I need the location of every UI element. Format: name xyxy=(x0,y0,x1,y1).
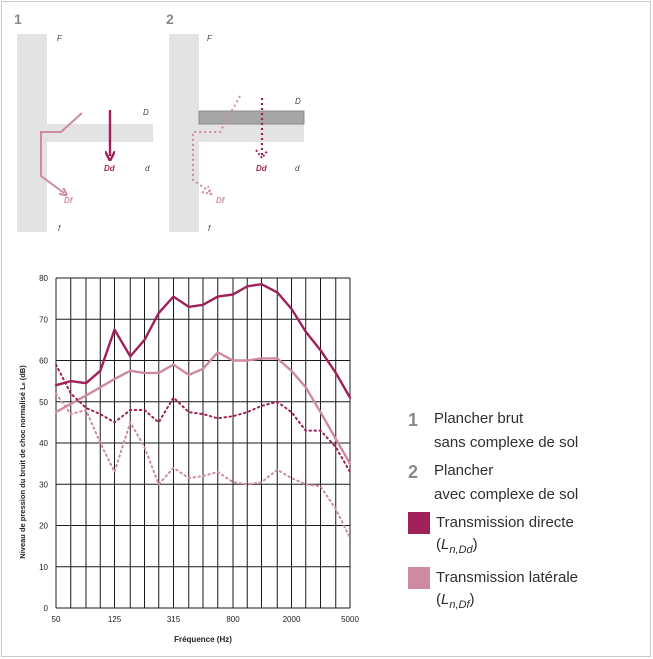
panel-2-label-F: F xyxy=(207,34,212,43)
y-tick-label: 60 xyxy=(39,356,48,366)
legend-direct xyxy=(408,512,648,534)
y-tick-label: 70 xyxy=(39,315,48,325)
legend-number-1: 1 xyxy=(408,410,419,430)
panel-2-structure xyxy=(169,34,304,232)
panel-2-number: 2 xyxy=(166,11,174,27)
transmission-diagram xyxy=(0,0,653,245)
x-tick-label: 50 xyxy=(51,615,61,624)
y-tick-label: 40 xyxy=(39,439,48,448)
y-tick-label: 50 xyxy=(39,397,48,407)
panel-2-label-Df: Df xyxy=(216,196,225,205)
x-axis-label: Fréquence (Hz) xyxy=(174,635,232,644)
legend-item-1 xyxy=(408,408,648,432)
panel-1-structure xyxy=(17,34,153,232)
panel-2-label-Dd: Dd xyxy=(256,164,267,173)
legend-lateral-symbol: $(L_{n,Df})$ xyxy=(436,591,475,611)
panel-2-lateral-arrow xyxy=(193,96,240,192)
legend-swatch-direct xyxy=(408,512,430,534)
panel-1-label-Df: Df xyxy=(64,196,73,205)
legend-direct-symbol: $(L_{n,Dd})$ xyxy=(436,536,478,556)
panel-2-label-d: d xyxy=(295,164,300,173)
floor-covering xyxy=(199,111,304,124)
x-tick-label: 315 xyxy=(166,615,181,624)
x-tick-label: 2000 xyxy=(282,615,301,624)
legend-item-1-line1: Plancher brut xyxy=(434,410,524,427)
legend-item-2-line2: avec complexe de sol xyxy=(434,486,579,503)
impact-noise-chart xyxy=(0,262,380,659)
y-tick-label: 80 xyxy=(39,274,48,283)
panel-1-label-d: d xyxy=(145,164,150,173)
y-axis-label: Niveau de pression du bruit de choc normalisé Lₙ (dB) xyxy=(18,365,27,559)
panel-1-label-f: f xyxy=(58,224,61,233)
y-tick-label: 30 xyxy=(39,480,48,490)
panel-2-label-f: f xyxy=(208,224,211,233)
legend-swatch-lateral xyxy=(408,567,430,589)
legend-item-2-line1: Plancher xyxy=(434,462,494,479)
legend-item-1-line2: sans complexe de sol xyxy=(434,434,579,451)
y-tick-label: 0 xyxy=(43,604,48,613)
panel-2-label-D: D xyxy=(295,97,301,106)
legend-number-2: 2 xyxy=(408,462,419,482)
legend-direct-label: Transmission directe xyxy=(436,514,574,531)
panel-1-label-F: F xyxy=(57,34,62,43)
y-tick-label: 10 xyxy=(39,562,48,572)
panel-1-number: 1 xyxy=(14,11,22,27)
panel-1-label-D: D xyxy=(143,108,149,117)
legend-lateral-label: Transmission latérale xyxy=(436,569,578,586)
x-tick-label: 800 xyxy=(226,615,240,624)
x-tick-label: 125 xyxy=(107,615,122,624)
x-tick-label: 5000 xyxy=(341,615,359,624)
legend xyxy=(408,408,648,616)
panel-1-label-Dd: Dd xyxy=(104,164,115,173)
legend-lateral xyxy=(408,567,648,589)
legend-item-2 xyxy=(408,460,648,484)
y-tick-label: 20 xyxy=(39,521,48,531)
panel-2-lateral-arrowhead xyxy=(202,186,211,194)
